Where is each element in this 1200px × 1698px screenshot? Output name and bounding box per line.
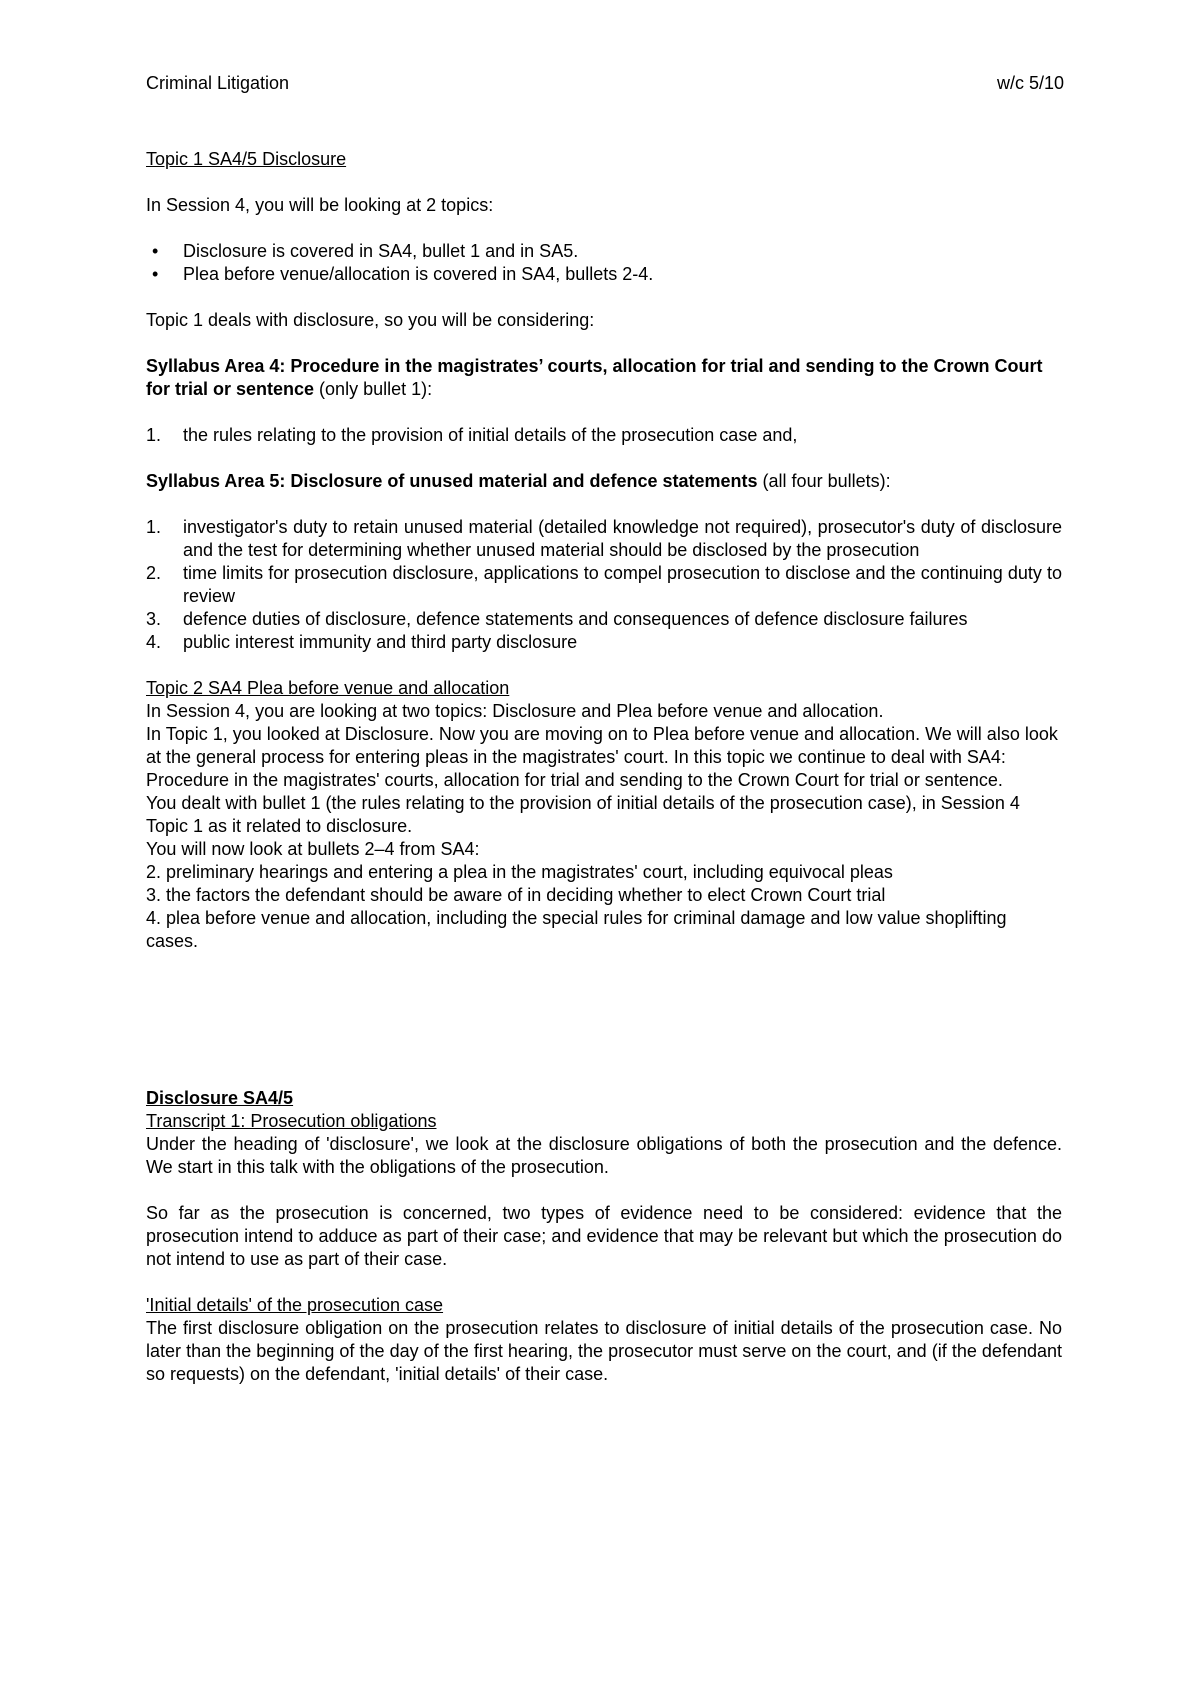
topic2-line: 3. the factors the defendant should be aware of in deciding whether to elect Crown Court trial [146, 885, 886, 905]
item-number: 2. [146, 563, 162, 583]
item-text: the rules relating to the provision of initial details of the prosecution case and, [183, 425, 798, 445]
page-header [146, 72, 1064, 95]
list-item [146, 240, 1062, 263]
document-body [146, 148, 1062, 1386]
bullet-icon: • [152, 241, 159, 261]
topic2-line: 2. preliminary hearings and entering a plea in the magistrates' court, including equivocal pleas [146, 862, 893, 882]
disclosure-para-1: Under the heading of 'disclosure', we look at the disclosure obligations of both the prosecution and the defence. We start in this talk with the obligations of the prosecution. [146, 1134, 1062, 1177]
topic1-intro: In Session 4, you will be looking at 2 topics: [146, 195, 494, 215]
topic1-deals-with: Topic 1 deals with disclosure, so you will be considering: [146, 310, 595, 330]
syllabus-area-4-bold: Syllabus Area 4: Procedure in the magistrates’ courts, allocation for trial and sending to the Crown Court for trial or sentence [146, 356, 1043, 399]
item-text: time limits for prosecution disclosure, applications to compel prosecution to disclose and the continuing duty to review [183, 563, 1062, 606]
topic2-line: In Session 4, you are looking at two topics: Disclosure and Plea before venue and allocation. [146, 701, 884, 721]
list-item [146, 263, 1062, 286]
syllabus-area-4-title [146, 355, 1062, 401]
list-item [146, 424, 1062, 447]
item-number: 4. [146, 632, 162, 652]
disclosure-heading: Disclosure SA4/5 [146, 1088, 294, 1108]
disclosure-para-2: So far as the prosecution is concerned, two types of evidence need to be considered: evidence that the prosecution intend to adduce as part of their case; and evidence that may be relevant but which the prosecution do not intend to use as part of their case. [146, 1203, 1062, 1269]
syllabus-area-5-note: (all four bullets): [757, 471, 891, 491]
syllabus-area-5-list [146, 516, 1062, 654]
item-text: defence duties of disclosure, defence statements and consequences of defence disclosure failures [183, 609, 968, 629]
list-item [146, 608, 1062, 631]
syllabus-area-5-title [146, 470, 1062, 493]
initial-details-heading: 'Initial details' of the prosecution case [146, 1295, 444, 1315]
syllabus-area-4-list [146, 424, 1062, 447]
header-course-title: Criminal Litigation [146, 73, 290, 93]
topic2-line: In Topic 1, you looked at Disclosure. Now you are moving on to Plea before venue and allocation. We will also look at the general process for entering pleas in the magistrates' court. In this topic we continue to deal with SA4: Procedure in the magistrates' courts, allocation for trial and sending to the Crown Court for trial or sentence. [146, 724, 1058, 790]
topic1-heading: Topic 1 SA4/5 Disclosure [146, 149, 347, 169]
topic2-line: 4. plea before venue and allocation, including the special rules for criminal damage and low value shoplifting cases. [146, 908, 1007, 951]
topic1-bullet-list [146, 240, 1062, 286]
list-item [146, 631, 1062, 654]
disclosure-para-3: The first disclosure obligation on the prosecution relates to disclosure of initial details of the prosecution case. No later than the beginning of the day of the first hearing, the prosecutor must serve on the court, and (if the defendant so requests) on the defendant, 'initial details' of their case. [146, 1318, 1062, 1384]
item-number: 1. [146, 517, 162, 537]
header-week-date: w/c 5/10 [996, 73, 1064, 93]
item-number: 1. [146, 425, 162, 445]
item-text: public interest immunity and third party disclosure [183, 632, 578, 652]
syllabus-area-5-bold: Syllabus Area 5: Disclosure of unused material and defence statements [146, 471, 758, 491]
bullet-icon: • [152, 264, 159, 284]
list-item [146, 516, 1062, 562]
topic2-line: You will now look at bullets 2–4 from SA4: [146, 839, 480, 859]
item-number: 3. [146, 609, 162, 629]
syllabus-area-4-note: (only bullet 1): [314, 379, 433, 399]
item-text: investigator's duty to retain unused material (detailed knowledge not required), prosecutor's duty of disclosure and the test for determining whether unused material should be disclosed by the prosecution [183, 517, 1062, 560]
bullet-text: Disclosure is covered in SA4, bullet 1 and in SA5. [183, 241, 579, 261]
topic2-heading: Topic 2 SA4 Plea before venue and allocation [146, 678, 510, 698]
transcript-heading: Transcript 1: Prosecution obligations [146, 1111, 437, 1131]
topic2-line: You dealt with bullet 1 (the rules relating to the provision of initial details of the prosecution case), in Session 4 Topic 1 as it related to disclosure. [146, 793, 1020, 836]
bullet-text: Plea before venue/allocation is covered in SA4, bullets 2-4. [183, 264, 654, 284]
list-item [146, 562, 1062, 608]
